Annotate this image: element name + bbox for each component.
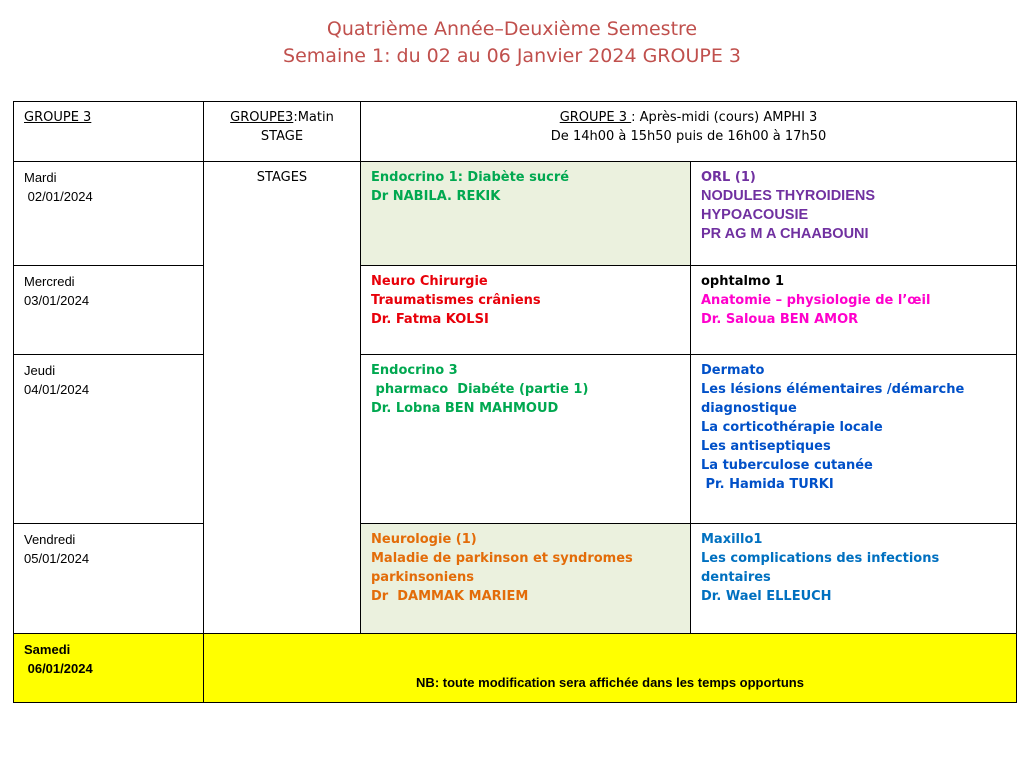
day-date: 02/01/2024 [24, 189, 93, 204]
course-jeudi-1 [361, 355, 691, 524]
course-topic: NODULES THYROIDIENS [701, 188, 876, 204]
day-cell-mardi [14, 162, 204, 266]
header-row [14, 102, 1017, 162]
header-group-cell [14, 102, 204, 162]
header-afternoon-suffix: : Après-midi (cours) AMPHI 3 [631, 110, 818, 125]
course-topic: La corticothérapie locale [701, 420, 883, 435]
course-jeudi-2 [691, 355, 1017, 524]
table-row-mercredi [14, 266, 1017, 355]
course-mercredi-1 [361, 266, 691, 355]
course-title: Endocrino 3 [371, 363, 458, 378]
course-topic: Traumatismes crâniens [371, 293, 541, 308]
course-topic: Maladie de parkinson et syndromes parkinsoniens [371, 551, 633, 585]
course-topic: HYPOACOUSIE [701, 207, 809, 223]
course-topic: Les complications des infections dentaires [701, 551, 940, 585]
note-cell [204, 634, 1017, 703]
course-teacher: Dr DAMMAK MARIEM [371, 589, 529, 604]
course-teacher: Pr. Hamida TURKI [701, 477, 834, 492]
course-teacher: Dr. Fatma KOLSI [371, 312, 489, 327]
table-row-vendredi [14, 524, 1017, 634]
course-topic: Les lésions élémentaires /démarche diagnostique [701, 382, 965, 416]
day-cell-jeudi [14, 355, 204, 524]
course-teacher: Dr. Wael ELLEUCH [701, 589, 832, 604]
note-text: NB: toute modification sera affichée dans les temps opportuns [416, 675, 804, 690]
course-title: Dermato [701, 363, 765, 378]
header-morning-suffix: :Matin [293, 110, 334, 125]
course-teacher: PR AG M A CHAABOUNI [701, 226, 869, 242]
course-topic: La tuberculose cutanée [701, 458, 873, 473]
schedule-title: Quatrième Année–Deuxième Semestre [326, 18, 698, 40]
course-topic: Anatomie – physiologie de l’œil [701, 293, 931, 308]
stages-label: STAGES [256, 170, 308, 185]
header-morning-type: STAGE [260, 129, 304, 144]
day-date: 06/01/2024 [24, 661, 93, 676]
day-date: 05/01/2024 [24, 551, 90, 566]
course-vendredi-2 [691, 524, 1017, 634]
course-title: Maxillo1 [701, 532, 763, 547]
course-topic: pharmaco Diabéte (partie 1) [371, 382, 589, 397]
day-date: 04/01/2024 [24, 382, 90, 397]
day-name: Samedi [24, 642, 71, 657]
day-date: 03/01/2024 [24, 293, 90, 308]
header-afternoon-hours: De 14h00 à 15h50 puis de 16h00 à 17h50 [550, 129, 827, 144]
course-teacher: Dr. Lobna BEN MAHMOUD [371, 401, 559, 416]
course-vendredi-1 [361, 524, 691, 634]
course-title: Neuro Chirurgie [371, 274, 488, 289]
header-afternoon-cell [361, 102, 1017, 162]
schedule-table [13, 101, 1017, 703]
day-cell-samedi [14, 634, 204, 703]
course-topic: Les antiseptiques [701, 439, 831, 454]
header-afternoon-group: GROUPE 3 [559, 110, 632, 125]
day-name: Mardi [24, 170, 57, 185]
day-name: Vendredi [24, 532, 76, 547]
day-cell-mercredi [14, 266, 204, 355]
stages-cell [204, 162, 361, 634]
course-title: Neurologie (1) [371, 532, 477, 547]
day-name: Mercredi [24, 274, 75, 289]
schedule-subtitle: Semaine 1: du 02 au 06 Janvier 2024 GROUPE 3 [283, 45, 741, 67]
course-mardi-2 [691, 162, 1017, 266]
course-teacher: Dr. Saloua BEN AMOR [701, 312, 859, 327]
course-mercredi-2 [691, 266, 1017, 355]
course-title: ORL (1) [701, 170, 756, 185]
day-cell-vendredi [14, 524, 204, 634]
table-row-mardi [14, 162, 1017, 266]
header-morning-group: GROUPE3 [230, 110, 294, 125]
day-name: Jeudi [24, 363, 56, 378]
table-row-jeudi [14, 355, 1017, 524]
course-teacher: Dr NABILA. REKIK [371, 189, 501, 204]
course-mardi-1 [361, 162, 691, 266]
course-title: ophtalmo 1 [701, 274, 784, 289]
header-morning-cell [204, 102, 361, 162]
table-row-samedi [14, 634, 1017, 703]
course-title: Endocrino 1: Diabète sucré [371, 170, 570, 185]
header-group-label: GROUPE 3 [24, 110, 92, 125]
